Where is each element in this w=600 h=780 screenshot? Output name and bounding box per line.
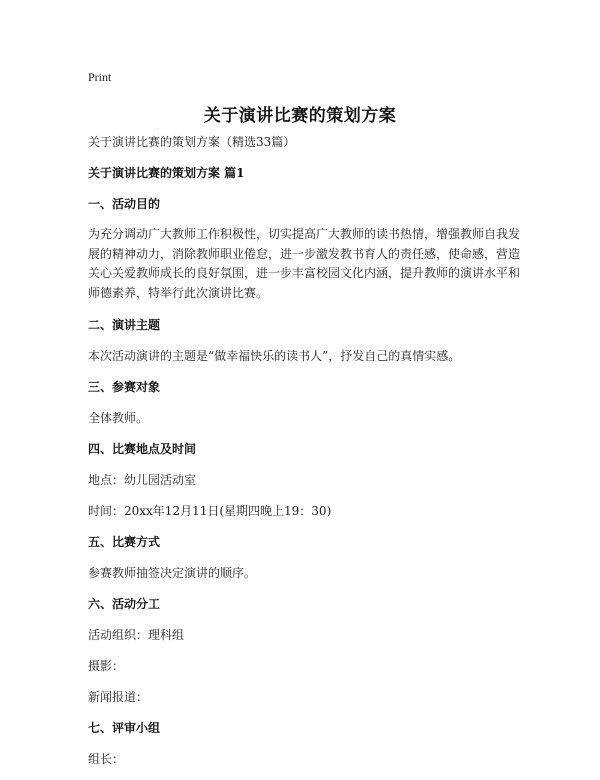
paragraph-participants: 全体教师。 — [88, 411, 149, 425]
paragraph-organizer: 活动组织：理科组 — [88, 628, 185, 642]
document-subtitle: 关于演讲比赛的策划方案（精选33篇） — [88, 135, 296, 149]
heading-activity-purpose: 一、活动目的 — [88, 197, 161, 211]
document-body — [88, 132, 520, 780]
paragraph-activity-purpose: 为充分调动广大教师工作积极性，切实提高广大教师的读书热情，增强教师自我发展的精神动力，消除教师职业倦怠，进一步激发教书育人的责任感，使命感，营造关心关爱教师成长的良好氛围，进一步丰富校园文化内涵，提升教师的演讲水平和师德素养，特举行此次演讲比赛。 — [88, 227, 521, 300]
heading-division-of-work: 六、活动分工 — [88, 597, 161, 611]
heading-competition-method: 五、比赛方式 — [88, 535, 161, 549]
heading-participants: 三、参赛对象 — [88, 380, 161, 394]
paragraph-photography: 摄影： — [88, 659, 125, 673]
paragraph-time: 时间：20xx年12月11日(星期四晚上19：30) — [88, 504, 332, 518]
document-title: 关于演讲比赛的策划方案 — [203, 106, 397, 126]
print-label: Print — [88, 70, 112, 84]
paragraph-venue: 地点：幼儿园活动室 — [88, 473, 197, 487]
paragraph-panel-leader: 组长： — [88, 752, 125, 766]
paragraph-news-report: 新闻报道： — [88, 690, 149, 704]
paragraph-speech-theme: 本次活动演讲的主题是“做幸福快乐的读书人”，抒发自己的真情实感。 — [88, 349, 461, 363]
paragraph-competition-method: 参赛教师抽签决定演讲的顺序。 — [88, 566, 257, 580]
section-title: 关于演讲比赛的策划方案 篇1 — [88, 166, 245, 180]
heading-judging-panel: 七、评审小组 — [88, 721, 161, 735]
heading-venue-time: 四、比赛地点及时间 — [88, 442, 197, 456]
heading-speech-theme: 二、演讲主题 — [88, 318, 161, 332]
